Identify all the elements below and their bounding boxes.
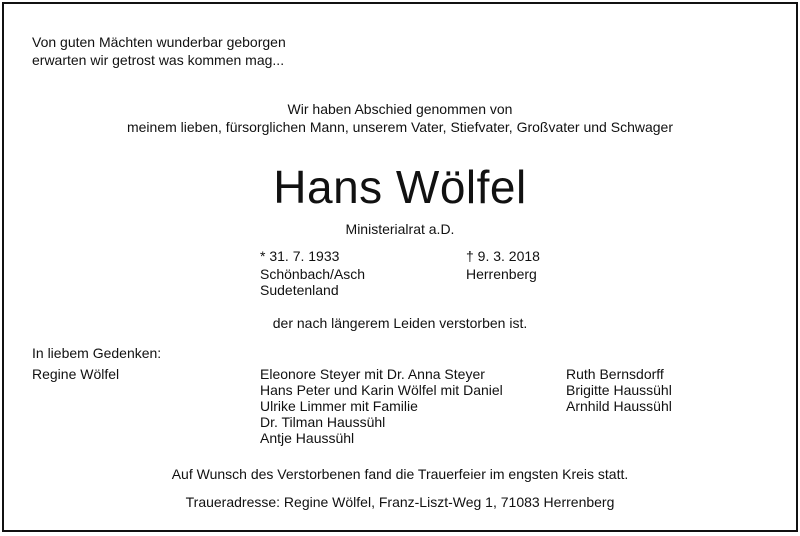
mourner-list-item: Antje Haussühl [260,430,355,446]
birth-place-line-2: Sudetenland [260,282,339,298]
mourner-list-item: Ulrike Limmer mit Familie [260,398,418,414]
closing-line: der nach längerem Leiden verstorben ist. [272,315,528,331]
mourner-spouse: Regine Wölfel [32,366,120,382]
motto-line-1: Von guten Mächten wunderbar geborgen [32,34,286,50]
footer-note: Auf Wunsch des Verstorbenen fand die Trauerfeier im engsten Kreis statt. [171,466,629,482]
mourners-heading: In liebem Gedenken: [32,345,162,361]
mourner-list-item: Brigitte Haussühl [566,382,672,398]
mourner-list-item: Dr. Tilman Haussühl [260,414,386,430]
motto-line-2: erwarten wir getrost was kommen mag... [32,52,285,68]
death-place: Herrenberg [466,266,537,282]
intro-line-1: Wir haben Abschied genommen von [287,101,513,117]
birth-place-line-1: Schönbach/Asch [260,266,366,282]
obituary-notice [2,2,798,532]
mourner-list-item: Eleonore Steyer mit Dr. Anna Steyer [260,366,485,382]
mourner-list-item: Arnhild Haussühl [566,398,672,414]
footer-address: Traueradresse: Regine Wölfel, Franz-Liszt-Weg 1, 71083 Herrenberg [185,494,615,510]
birth-date: * 31. 7. 1933 [260,248,340,264]
mourner-list-item: Ruth Bernsdorff [566,366,664,382]
deceased-name: Hans Wölfel [273,161,527,213]
mourner-list-item: Hans Peter und Karin Wölfel mit Daniel [260,382,503,398]
death-date: † 9. 3. 2018 [466,248,540,264]
intro-line-2: meinem lieben, fürsorglichen Mann, unserem Vater, Stiefvater, Großvater und Schwager [126,119,673,135]
deceased-title: Ministerialrat a.D. [345,221,455,237]
